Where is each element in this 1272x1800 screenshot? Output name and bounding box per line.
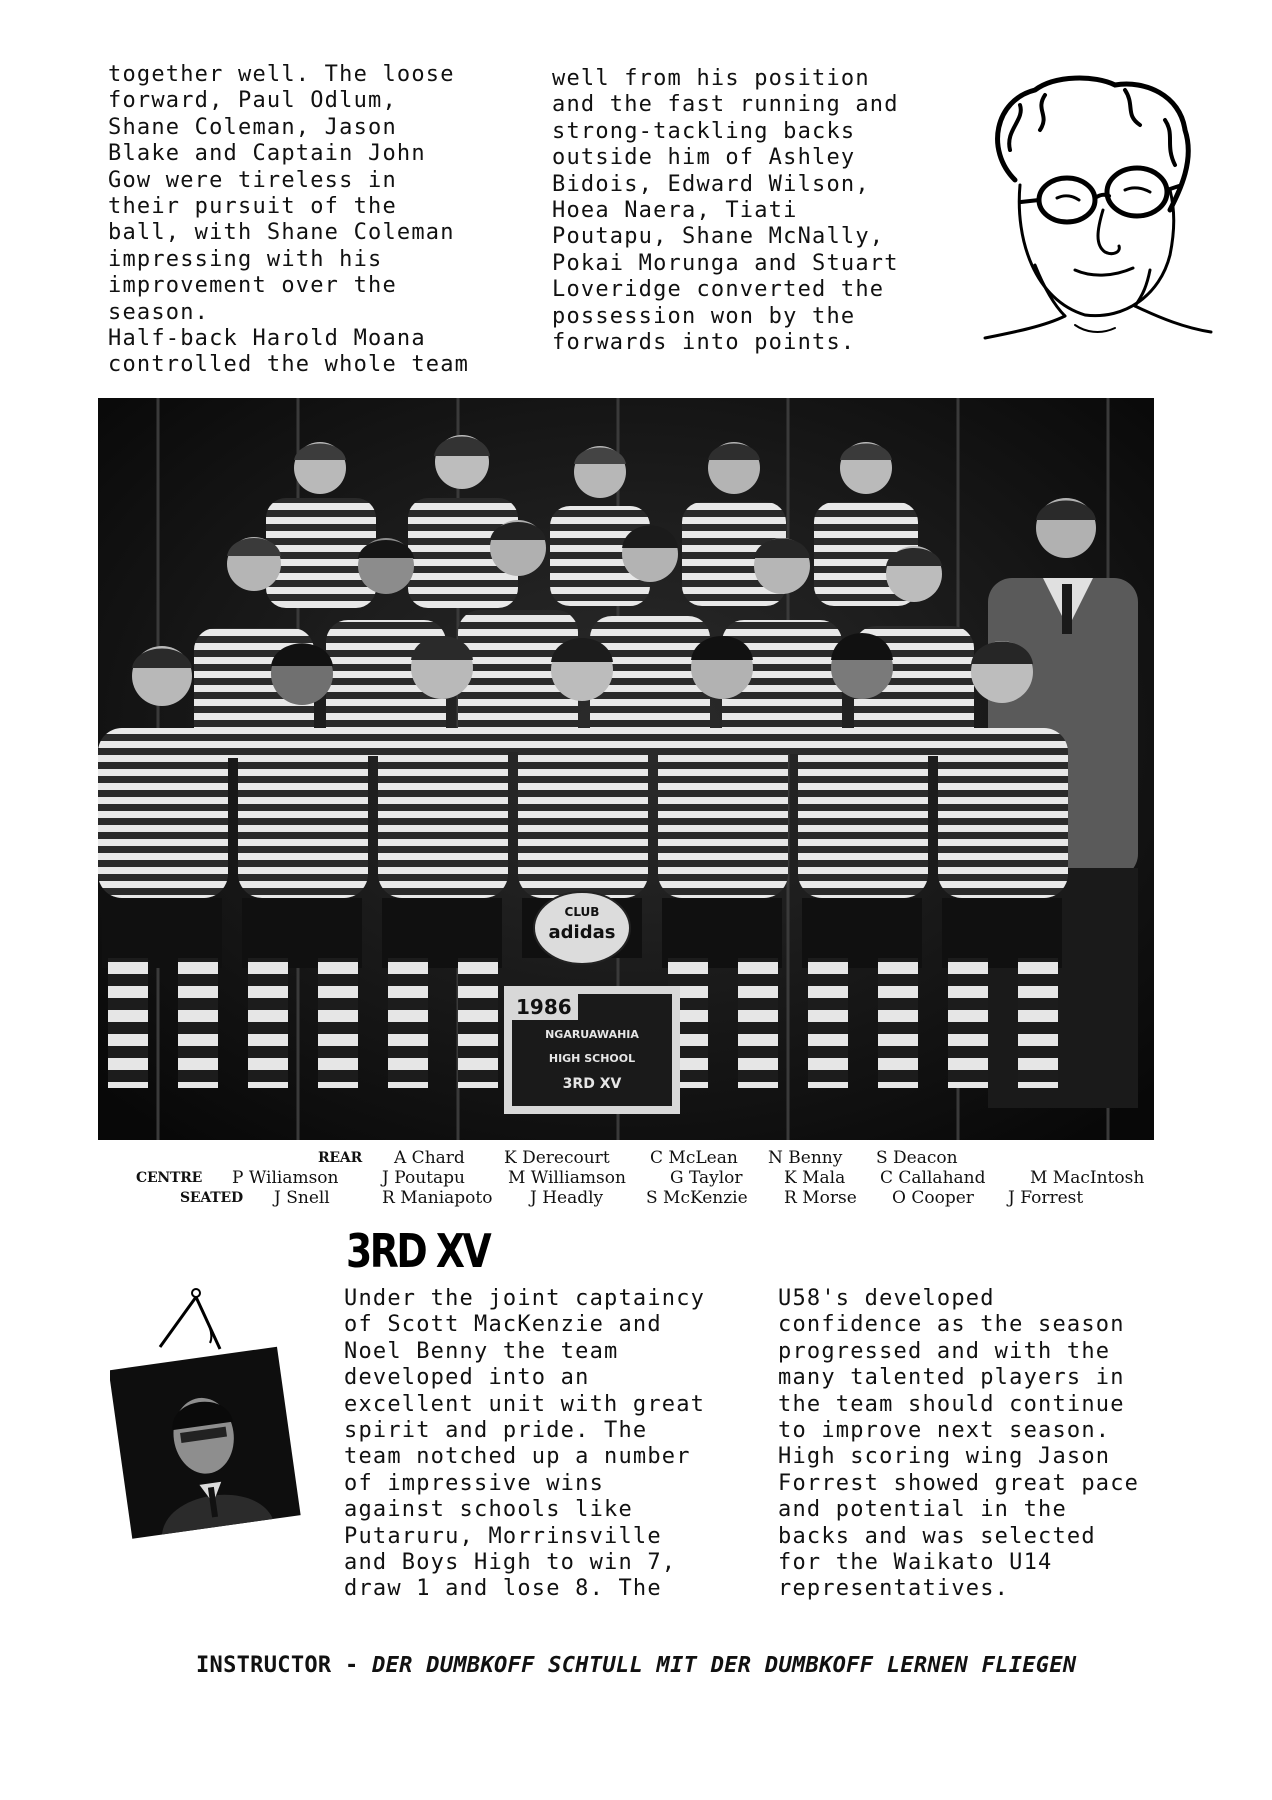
article-text-top-left: together well. The loose forward, Paul Odlum, Shane Coleman, Jason Blake and Captain John Gow were tireless in their pursuit of the ball, with Shane Coleman impressing with his improvement over the season. Half-back Harold Moana controlled the whole team [108,62,470,378]
article-text-top-right: well from his position and the fast running and strong-tackling backs outside him of Ashley Bidois, Edward Wilson, Hoea Naera, Tiati Poutapu, Shane McNally, Pokai Morunga and Stuart Loveridge converted the possession won by the forwards into points. [552,66,899,356]
team-roster [120,1148,1170,1208]
team-sign-board [504,986,680,1114]
roster-name: M MacIntosh [1030,1168,1145,1188]
roster-label-rear: REAR [318,1150,363,1166]
roster-name: S Deacon [876,1148,958,1168]
caricature-face-illustration [975,70,1215,350]
roster-name: J Headly [530,1188,604,1208]
instructor-caption [196,1652,1126,1680]
article-text-bottom-left: Under the joint captaincy of Scott MacKenzie and Noel Benny the team developed into an excellent unit with great spirit and pride. The team notched up a number of impressive wins against schools like Putaruru, Morrinsville and Boys High to win 7, draw 1 and lose 8. The [344,1286,706,1602]
roster-name: R Maniapoto [382,1188,493,1208]
hanging-portrait-photo [110,1285,310,1545]
roster-name: K Derecourt [504,1148,610,1168]
sign-team-line: 3RD XV [562,1076,622,1092]
instructor-quote: DER DUMBKOFF SCHTULL MIT DER DUMBKOFF LERNEN FLIEGEN [372,1653,1077,1678]
roster-name: C McLean [650,1148,738,1168]
roster-name: R Morse [784,1188,857,1208]
sign-school-line2: HIGH SCHOOL [548,1052,636,1065]
roster-row-seated [120,1188,1170,1208]
roster-name: P Wiliamson [232,1168,339,1188]
instructor-label: INSTRUCTOR - [196,1653,373,1678]
section-title: 3RD XV [346,1224,490,1278]
roster-name: C Callahand [880,1168,986,1188]
roster-name: G Taylor [670,1168,743,1188]
roster-name: N Benny [768,1148,843,1168]
ball-top-text: CLUB [564,905,600,919]
roster-name: J Forrest [1008,1188,1084,1208]
roster-name: A Chard [394,1148,465,1168]
sign-school-line1: NGARUAWAHIA [545,1028,639,1041]
roster-row-rear [120,1148,1170,1168]
roster-row-centre [120,1168,1170,1188]
roster-name: S McKenzie [646,1188,748,1208]
sign-year: 1986 [516,995,572,1019]
roster-name: J Snell [274,1188,330,1208]
rugby-ball [534,892,630,964]
roster-label-centre: CENTRE [136,1170,203,1186]
team-photograph [98,398,1154,1140]
roster-name: K Mala [784,1168,846,1188]
ball-brand-text: adidas [548,922,616,943]
roster-name: J Poutapu [382,1168,465,1188]
roster-label-seated: SEATED [180,1190,243,1206]
roster-name: O Cooper [892,1188,974,1208]
roster-name: M Williamson [508,1168,626,1188]
article-text-bottom-right: U58's developed confidence as the season progressed and with the many talented players in the team should continue to improve next season. High scoring wing Jason Forrest showed great pace and potential in the backs and was selected for the Waikato U14 representatives. [778,1286,1140,1602]
